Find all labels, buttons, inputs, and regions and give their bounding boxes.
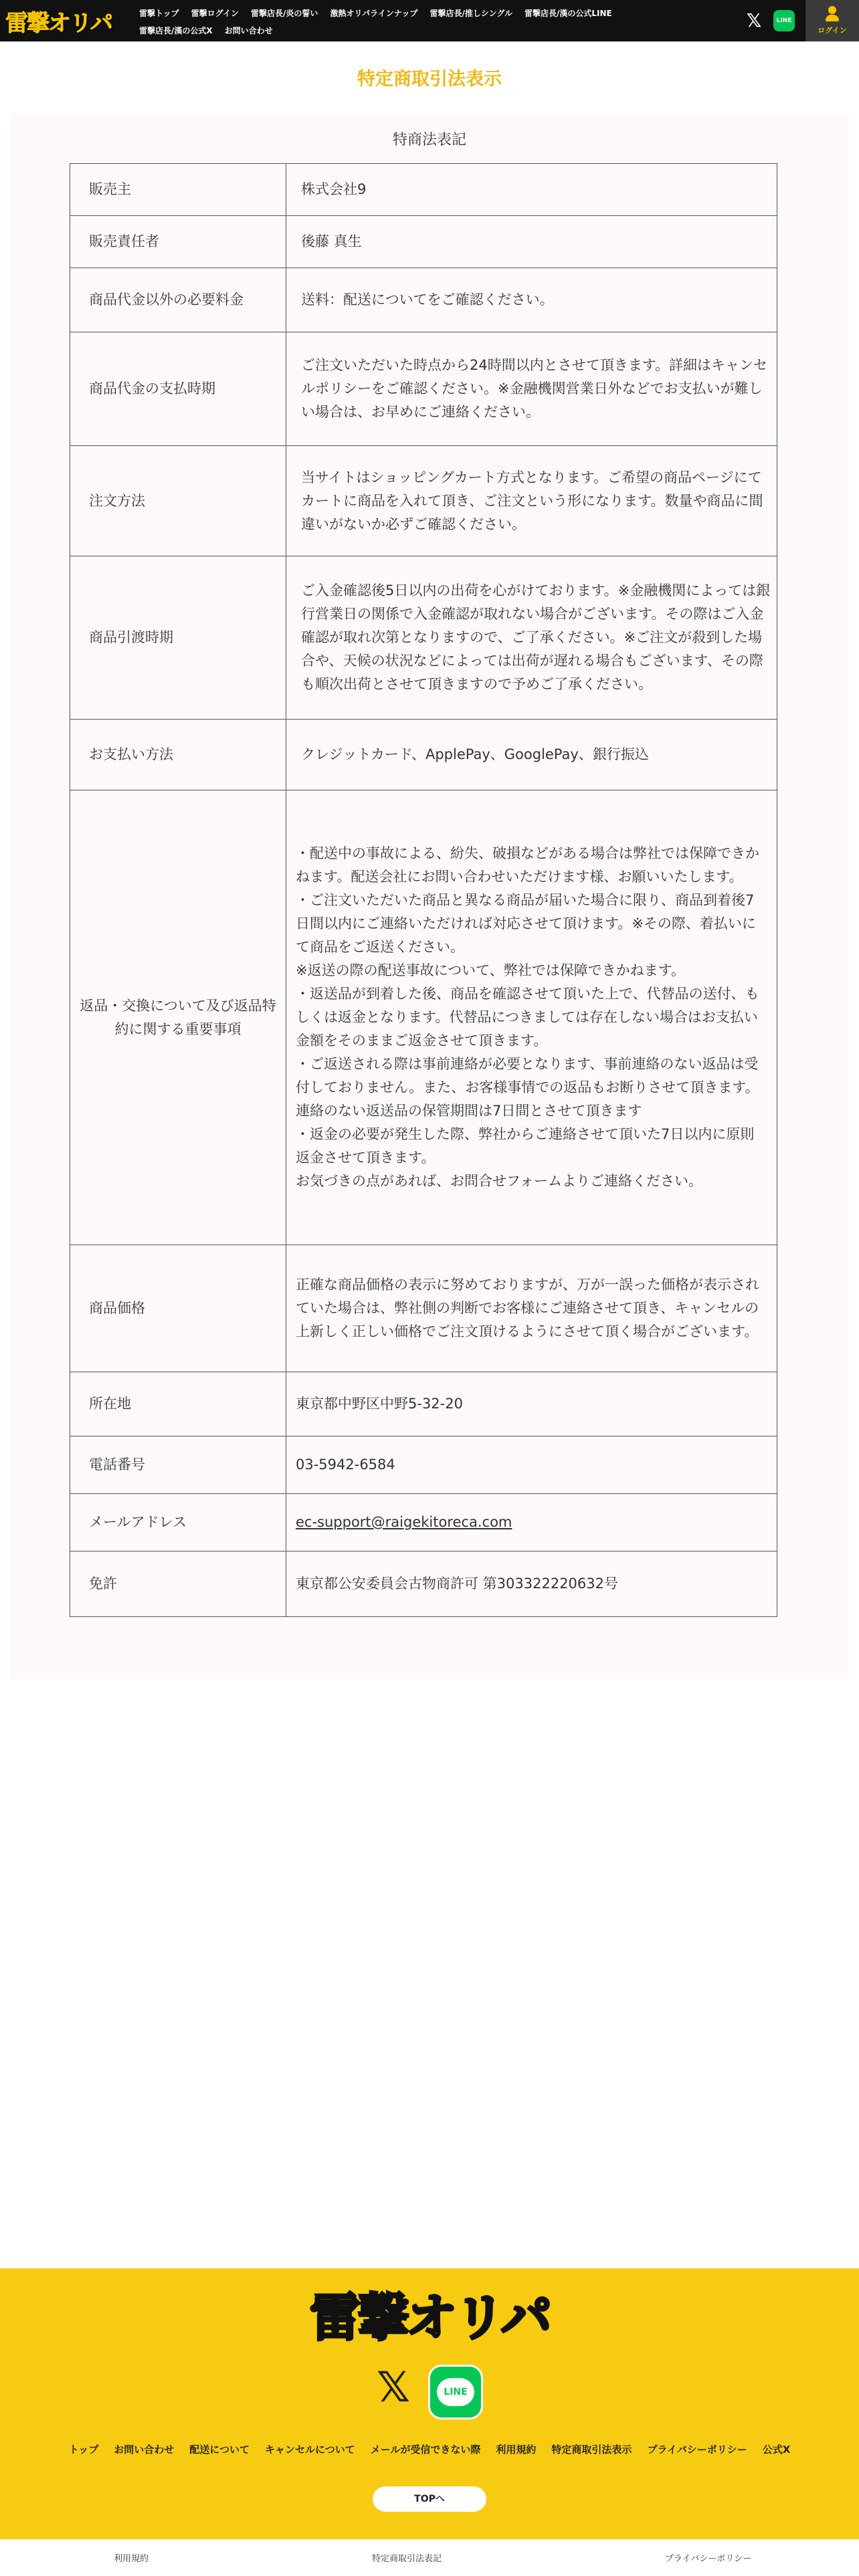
footer-link-shipping[interactable]: 配送について	[189, 2444, 250, 2456]
row-key: 電話番号	[70, 1436, 286, 1494]
bottom-link-privacy[interactable]: プライバシーポリシー	[665, 2554, 752, 2564]
row-key: 商品代金の支払時期	[70, 332, 286, 446]
table-row	[70, 164, 777, 216]
bottom-link-tokushoho[interactable]: 特定商取引法表記	[372, 2554, 442, 2564]
footer-link-contact[interactable]: お問い合わせ	[114, 2444, 175, 2456]
row-value: 株式会社9	[286, 164, 777, 216]
row-value: 当サイトはショッピングカート方式となります。ご希望の商品ページにてカートに商品を入れて頂き、ご注文という形になります。数量や商品に間違いがないか必ずご確認ください。	[286, 446, 777, 556]
table-row	[70, 216, 777, 268]
row-value: クレジットカード、ApplePay、GooglePay、銀行振込	[286, 720, 777, 790]
table-row	[70, 446, 777, 556]
footer-link-official-x[interactable]: 公式X	[762, 2444, 791, 2456]
footer-link-terms[interactable]: 利用規約	[496, 2444, 537, 2456]
login-button[interactable]	[805, 0, 859, 41]
nav-row-2	[139, 21, 714, 39]
footer-link-tokushoho[interactable]: 特定商取引法表示	[551, 2444, 632, 2456]
email-link[interactable]: ec-support@raigekitoreca.com	[296, 1514, 512, 1530]
nav-link-official-x[interactable]: 雷撃店長/漢の公式X	[139, 25, 213, 35]
row-key: 免許	[70, 1551, 286, 1617]
user-icon	[825, 6, 840, 22]
site-header	[0, 0, 859, 41]
footer-logo-text: 雷撃オリパ	[310, 2287, 549, 2347]
nav-link-login[interactable]: 雷撃ログイン	[191, 8, 240, 18]
row-key: 返品・交換について及び返品特約に関する重要事項	[70, 790, 286, 1245]
panel-title: 特商法表記	[392, 132, 466, 148]
main-nav	[139, 4, 714, 39]
footer-link-email-help[interactable]: メールが受信できない際	[370, 2444, 481, 2456]
footer-link-privacy[interactable]: プライバシーポリシー	[647, 2444, 747, 2456]
table-row	[70, 268, 777, 332]
footer-link-top[interactable]: トップ	[68, 2444, 99, 2456]
bottom-link-terms[interactable]: 利用規約	[114, 2554, 149, 2564]
row-value: 後藤 真生	[286, 216, 777, 268]
footer-link-cancel[interactable]: キャンセルについて	[265, 2444, 355, 2456]
row-value: 東京都中野区中野5-32-20	[286, 1372, 777, 1436]
footer-links	[0, 2442, 859, 2456]
footer-line-icon[interactable]	[428, 2365, 483, 2420]
row-key: 所在地	[70, 1372, 286, 1436]
nav-link-contact[interactable]: お問い合わせ	[224, 25, 273, 35]
bottom-link-bar	[0, 2539, 859, 2576]
back-to-top-button[interactable]: TOPへ	[373, 2486, 486, 2512]
table-row	[70, 332, 777, 446]
row-key: 注文方法	[70, 446, 286, 556]
nav-row-1	[139, 4, 714, 21]
x-icon[interactable]: 𝕏	[746, 9, 762, 31]
row-key: お支払い方法	[70, 720, 286, 790]
site-logo[interactable]	[5, 7, 120, 35]
row-value: 03-5942-6584	[286, 1436, 777, 1494]
page-title: 特定商取引法表示	[357, 69, 502, 90]
row-key: 販売責任者	[70, 216, 286, 268]
row-value: 送料：配送についてをご確認ください。	[286, 268, 777, 332]
nav-link-top[interactable]: 雷撃トップ	[139, 8, 179, 18]
table-row	[70, 1494, 777, 1551]
footer-x-icon[interactable]: 𝕏	[377, 2363, 410, 2411]
row-value: 正確な商品価格の表示に努めておりますが、万が一誤った価格が表示されていた場合は、弊社側の判断でお客様にご連絡させて頂き、キャンセルの上新しく正しい価格でご注文頂けるようにさせて頂く場合がございます。	[286, 1245, 777, 1372]
row-value: ご入金確認後5日以内の出荷を心がけております。※金融機関によっては銀行営業日の関係で入金確認が取れない場合がございます。その際はご入金確認が取れ次第となりますので、ご了承ください。※ご注文が殺到した場合や、天候の状況などによっては出荷が遅れる場合もございます、その際も順次出荷とさせて頂きますので予めご了承ください。	[286, 556, 777, 720]
login-label: ログイン	[818, 26, 847, 35]
line-icon[interactable]: LINE	[773, 10, 795, 31]
row-value: ご注文いただいた時点から24時間以内とさせて頂きます。詳細はキャンセルポリシーをご確認ください。※金融機関営業日外などでお支払いが難しい場合は、お早めにご連絡ください。	[286, 332, 777, 446]
table-row	[70, 720, 777, 790]
site-logo-text: 雷撃オリパ	[5, 9, 112, 37]
nav-link-honoo[interactable]: 雷撃店長/炎の誓い	[251, 8, 318, 18]
table-row	[70, 1436, 777, 1494]
row-key: 販売主	[70, 164, 286, 216]
table-row	[70, 790, 777, 1245]
row-key: 商品代金以外の必要料金	[70, 268, 286, 332]
row-value: 東京都公安委員会古物商許可 第303322220632号	[286, 1551, 777, 1617]
site-footer	[0, 2268, 859, 2539]
table-row	[70, 1372, 777, 1436]
row-key: 商品引渡時期	[70, 556, 286, 720]
law-table	[70, 163, 777, 1617]
line-bubble: LINE	[437, 2378, 474, 2406]
row-value: ・配送中の事故による、紛失、破損などがある場合は弊社では保障できかねます。配送会社にお問い合わせいただけます様、お願いいたします。 ・ご注文いただいた商品と異なる商品が届いた場合に限り、商品到着後7日間以内にご連絡いただければ対応させて頂けます。※その際、着払いにて商品をご返送ください。 ※返送の際の配送事故について、弊社では保障できかねます。 ・返送品が到着した後、商品を確認させて頂いた上で、代替品の送付、もしくは返金となります。代替品につきましては存在しない場合はお支払い金額をそのままご返金させて頂きます。 ・ご返送される際は事前連絡が必要となります、事前連絡のない返品は受付しておりません。また、お客様事情での返品もお断りさせて頂きます。連絡のない返送品の保管期間は7日間とさせて頂きます ・返金の必要が発生した際、弊社からご連絡させて頂いた7日以内に原則返金させて頂きます。 お気づきの点があれば、お問合せフォームよりご連絡ください。	[286, 790, 777, 1245]
footer-logo[interactable]	[294, 2282, 565, 2345]
row-value	[286, 1494, 777, 1551]
table-row	[70, 1551, 777, 1617]
row-key: 商品価格	[70, 1245, 286, 1372]
content-panel	[11, 114, 848, 1679]
table-row	[70, 1245, 777, 1372]
row-key: メールアドレス	[70, 1494, 286, 1551]
table-row	[70, 556, 777, 720]
nav-link-single[interactable]: 雷撃店長/推しシングル	[430, 8, 512, 18]
nav-link-official-line[interactable]: 雷撃店長/漢の公式LINE	[524, 8, 612, 18]
nav-link-lineup[interactable]: 激熱オリパラインナップ	[330, 8, 418, 18]
